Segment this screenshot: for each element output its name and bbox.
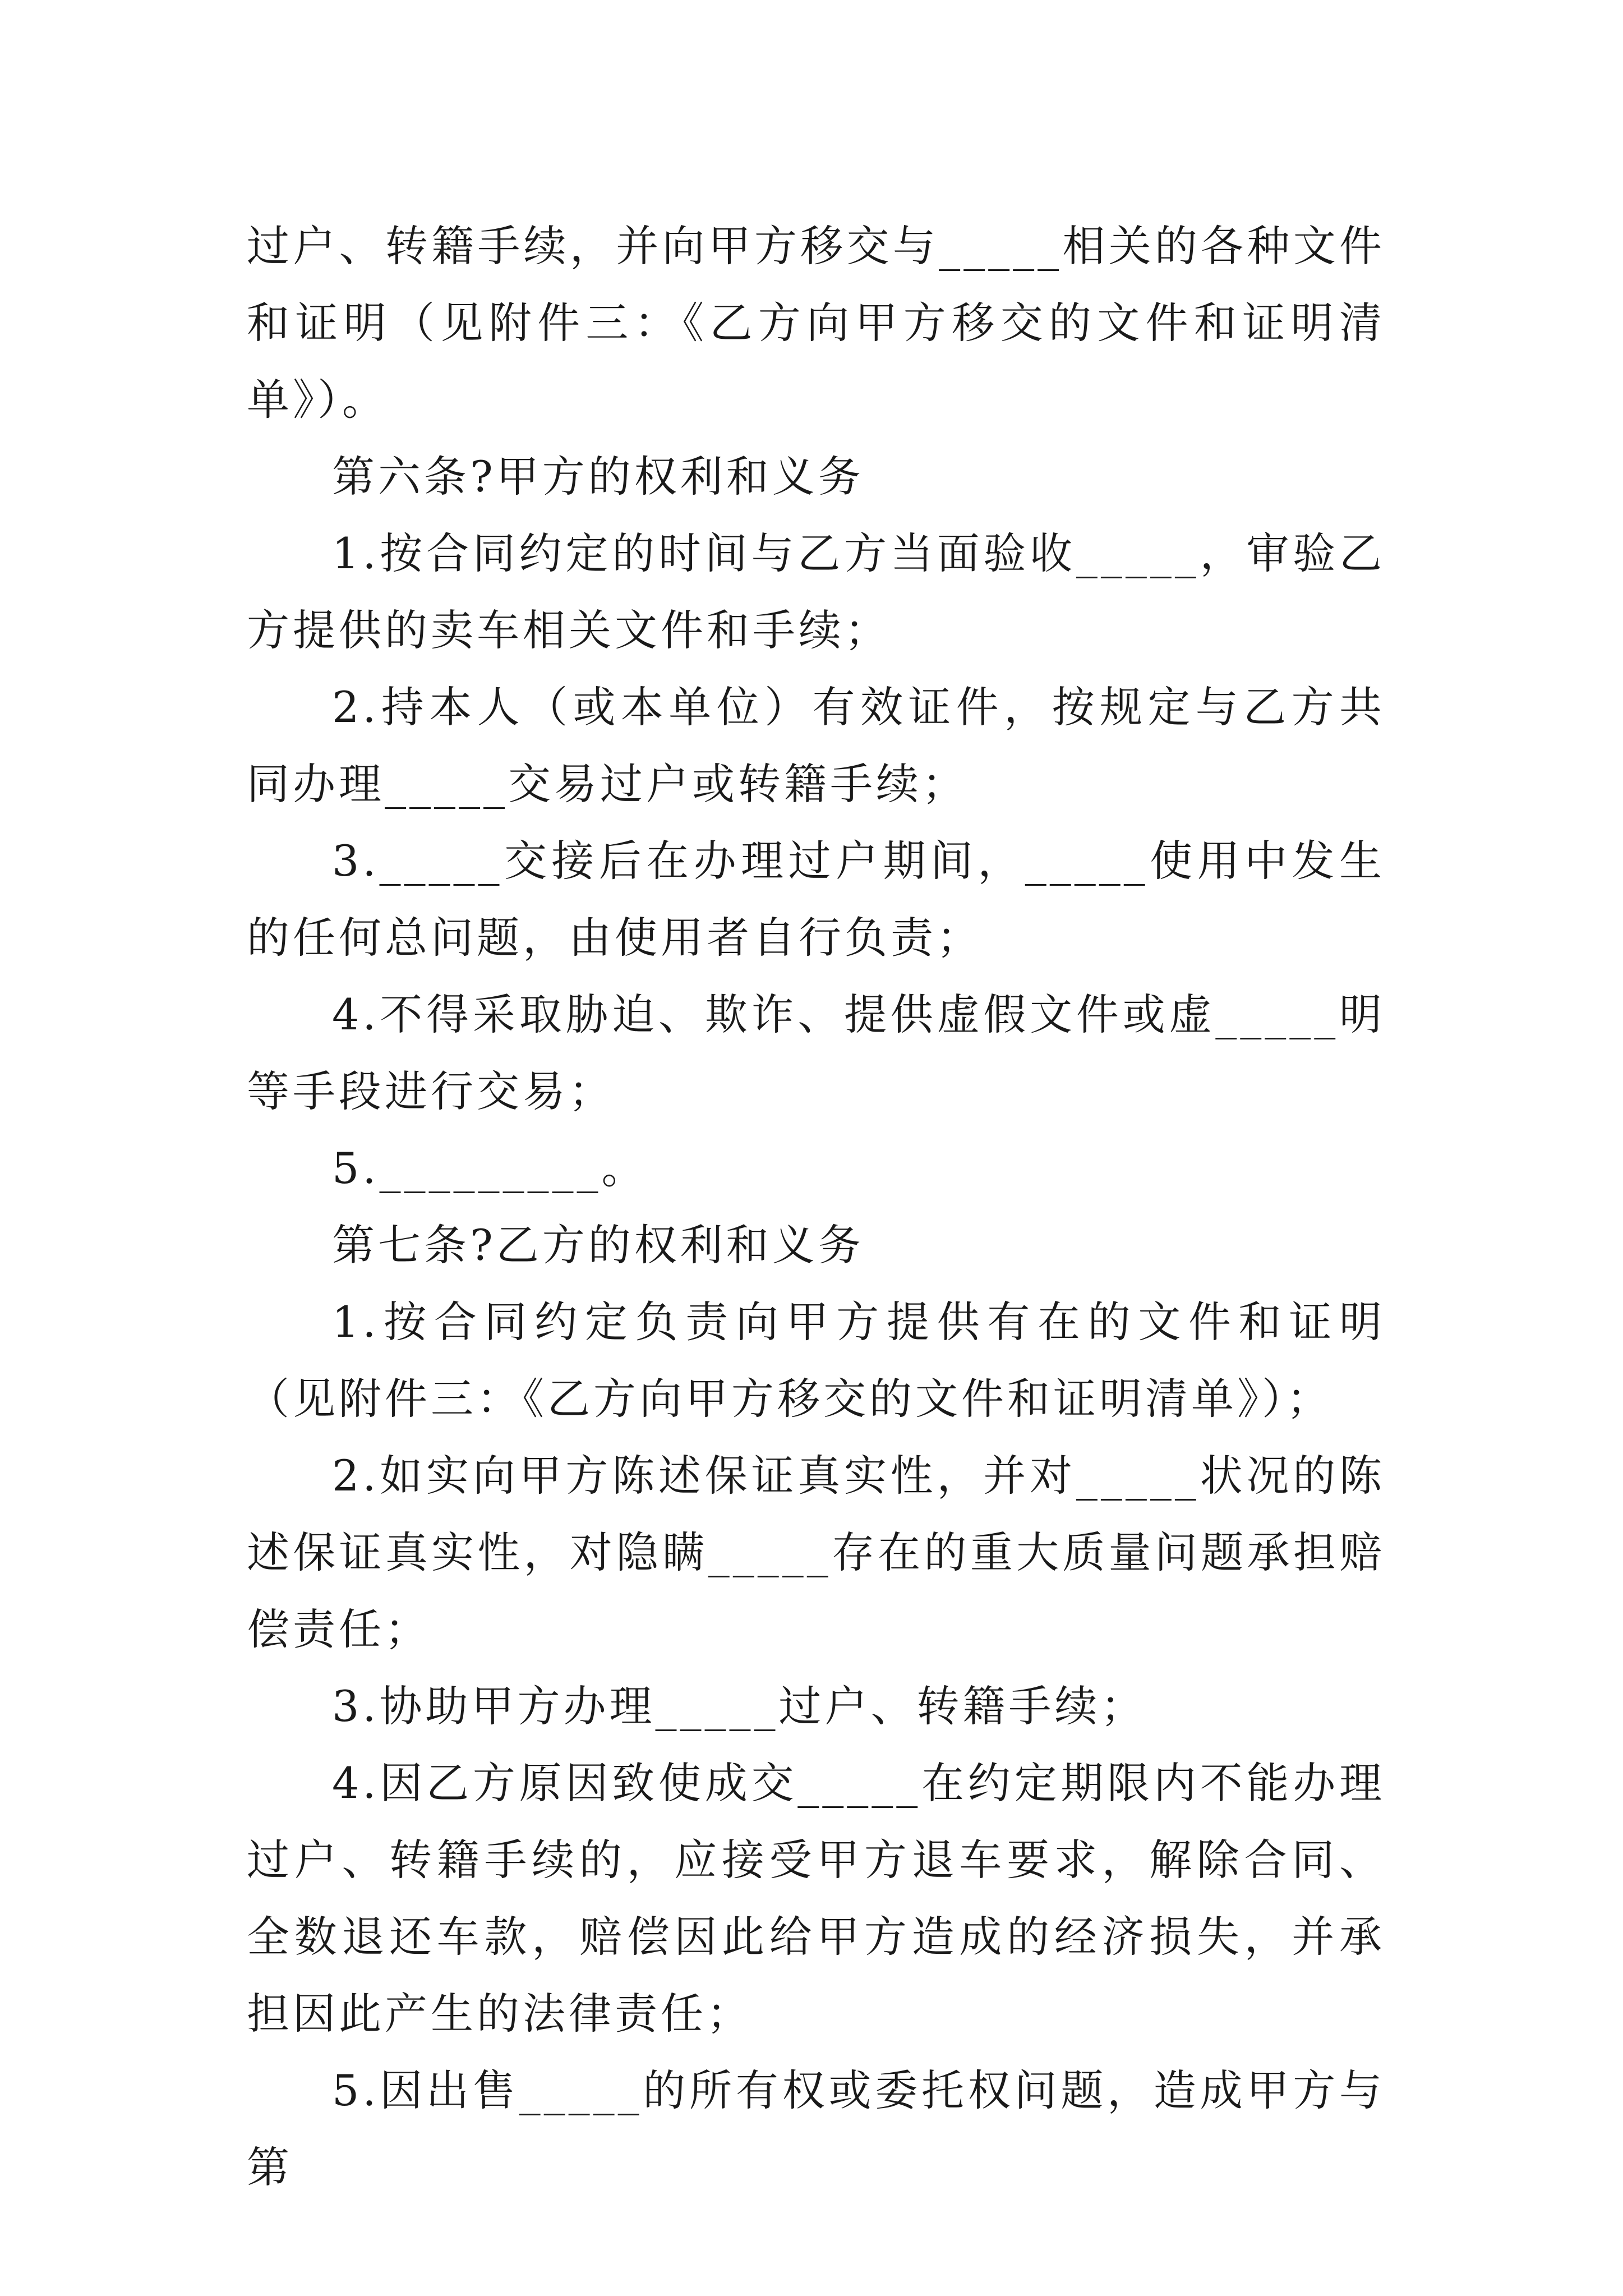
paragraph-buyer-duty-4: 4.不得采取胁迫、欺诈、提供虚假文件或虚_____明等手段进行交易；: [247, 990, 1385, 1116]
paragraph-seller-duty-3: 3.协助甲方办理_____过户、转籍手续；: [332, 1681, 1147, 1731]
paragraph-seller-duty-1: 1.按合同约定负责向甲方提供有在的文件和证明（见附件三：《乙方向甲方移交的文件和证明清单》）；: [247, 1297, 1385, 1424]
paragraph-buyer-duty-1: 1.按合同约定的时间与乙方当面验收_____，审验乙方提供的卖车相关文件和手续；: [247, 528, 1385, 655]
contract-body: [247, 208, 1385, 2206]
paragraph-buyer-duty-3: 3._____交接后在办理过户期间，_____使用中发生的任何总问题，由使用者自行负责；: [247, 836, 1385, 963]
heading-article-6: 第六条?甲方的权利和义务: [332, 452, 864, 501]
paragraph-buyer-duty-2: 2.持本人（或本单位）有效证件，按规定与乙方共同办理_____交易过户或转籍手续；: [247, 682, 1385, 809]
paragraph-seller-duty-2: 2.如实向甲方陈述保证真实性，并对_____状况的陈述保证真实性，对隐瞒_____存在的重大质量问题承担赔偿责任；: [247, 1451, 1385, 1654]
heading-article-7: 第七条?乙方的权利和义务: [332, 1220, 864, 1270]
paragraph-transfer-documents: 过户、转籍手续，并向甲方移交与_____相关的各种文件和证明（见附件三：《乙方向甲方移交的文件和证明清单》）。: [247, 221, 1385, 425]
paragraph-seller-duty-4: 4.因乙方原因致使成交_____在约定期限内不能办理过户、转籍手续的，应接受甲方退车要求，解除合同、全数退还车款，赔偿因此给甲方造成的经济损失，并承担因此产生的法律责任；: [247, 1758, 1385, 2039]
paragraph-seller-duty-5: 5.因出售_____的所有权或委托权问题，造成甲方与第: [247, 2065, 1385, 2192]
paragraph-buyer-duty-5: 5._________。: [332, 1143, 648, 1193]
